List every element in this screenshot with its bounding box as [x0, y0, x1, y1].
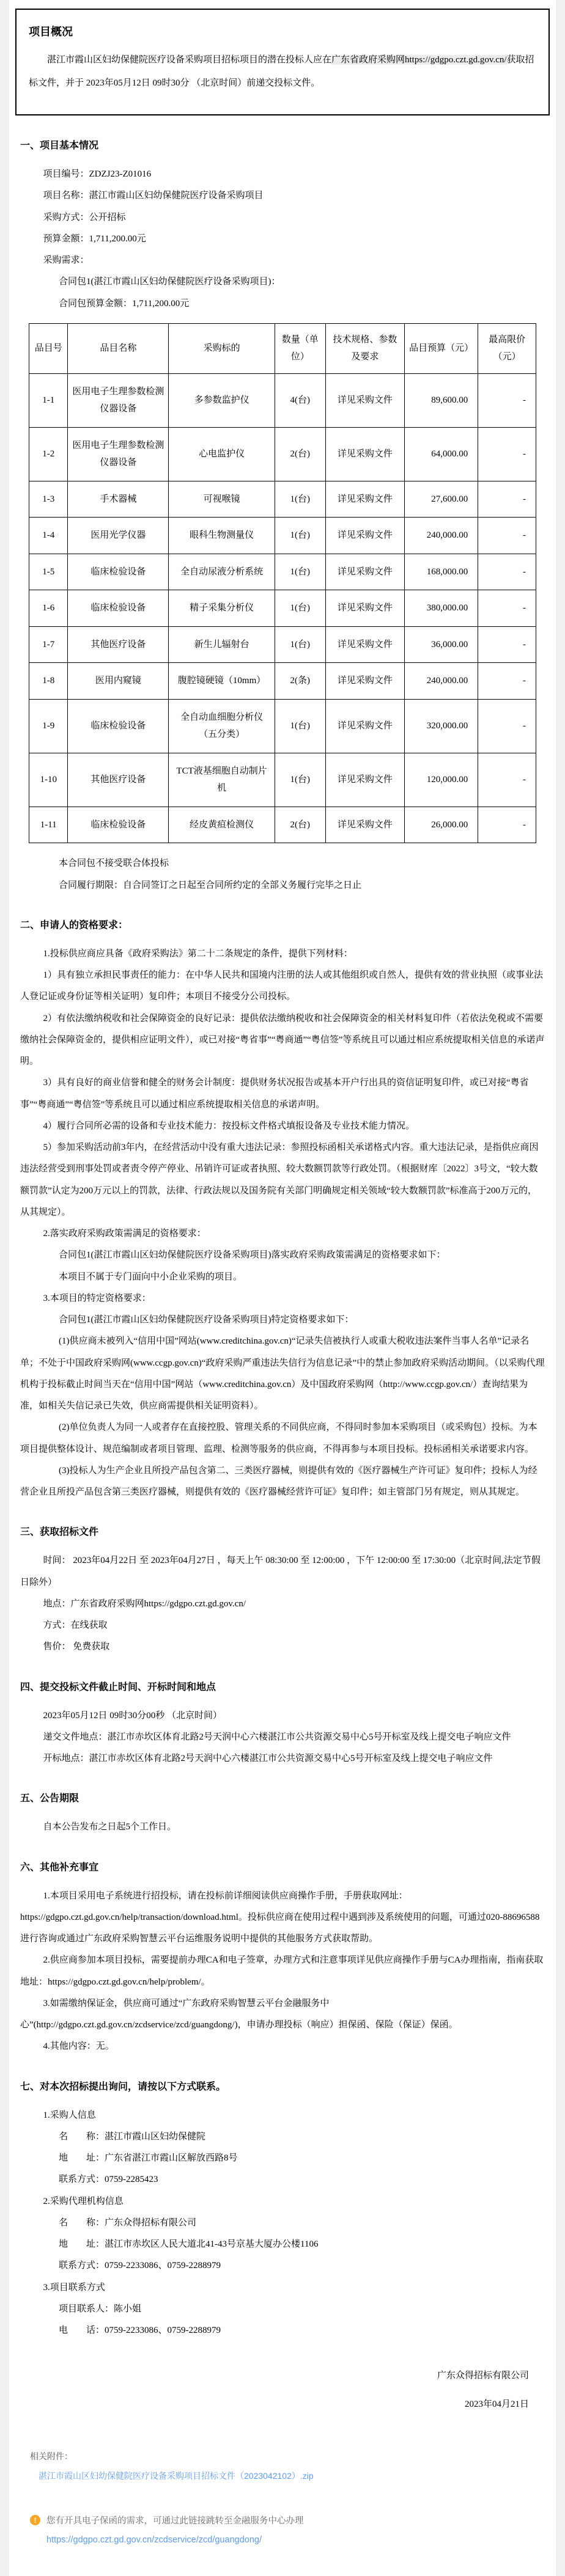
cell-budget: 89,600.00 [405, 373, 478, 427]
table-row [29, 554, 536, 590]
qualification-paragraph [20, 1137, 545, 1223]
other-matter-paragraph [20, 1886, 545, 1950]
qualification-text: 4）履行合同所必需的设备和专业技术能力：按投标文件格式填报设备及专业技术能力情况。 [43, 1121, 415, 1131]
cell-budget: 27,600.00 [405, 481, 478, 518]
attachments-label: 相关附件： [30, 2451, 73, 2462]
column-header: 采购标的 [169, 323, 275, 373]
qualification-paragraph [20, 1460, 545, 1504]
info-line [20, 250, 545, 271]
cell-price-cap: - [478, 590, 536, 627]
cell-item-name: 临床检验设备 [68, 699, 169, 753]
cell-procurement-target: 眼科生物测量仪 [169, 518, 275, 554]
qualification-paragraph [20, 965, 545, 1008]
section2-paragraphs [14, 943, 551, 1504]
contact-text: 联系方式：0759-2285423 [59, 2175, 158, 2185]
cell-item-no: 1-2 [29, 427, 68, 481]
section-basic-info [14, 137, 551, 896]
cell-budget: 120,000.00 [405, 753, 478, 807]
qualification-text: 5）参加采购活动前3年内，在经营活动中没有重大违法记录：参照投标函相关承诺格式内容。重大违法记录，是指供应商因违法经营受到刑事处罚或者责令停产停业、吊销许可证或者执照、较大数额罚款等行政处罚。（根据财库〔2022〕3号文，“较大数额罚款”认定为200万元以上的罚款，法律、行政法规以及国务院有关部门明确规定相关领域“较大数额罚款”标准高于200万元的，从其规定）。 [20, 1143, 539, 1217]
obtain-docs-line [20, 1636, 545, 1658]
cell-tech-spec: 详见采购文件 [325, 518, 404, 554]
info-line-text: 采购方式：公开招标 [43, 212, 126, 222]
qualification-text: 合同包1(湛江市霞山区妇幼保健院医疗设备采购项目)特定资格要求如下： [59, 1315, 354, 1325]
attachments-section [14, 2429, 551, 2482]
info-line-text: 项目编号：ZDZJ23-Z01016 [43, 169, 152, 179]
attachment-file-link[interactable]: 湛江市霞山区妇幼保健院医疗设备采购项目招标文件（2023042102）.zip [39, 2471, 314, 2481]
table-row [29, 518, 536, 554]
cell-tech-spec: 详见采购文件 [325, 481, 404, 518]
contact-text: 电 话：0759-2233086、0759-2288979 [59, 2325, 221, 2335]
contact-line [20, 2277, 545, 2299]
cell-price-cap: - [478, 807, 536, 843]
cell-procurement-target: 腹腔镜硬镜（10mm） [169, 663, 275, 700]
signature-company: 广东众得招标有限公司 [437, 2371, 529, 2381]
contact-text: 地 址：湛江市赤坎区人民大道北41-43号京基大厦办公楼1106 [59, 2239, 319, 2249]
section7-heading: 七、对本次招标提出询问，请按以下方式联系。 [20, 2081, 226, 2092]
cell-price-cap: - [478, 518, 536, 554]
cell-item-name: 医用电子生理参数检测仪器设备 [68, 427, 169, 481]
cell-budget: 380,000.00 [405, 590, 478, 627]
section3-heading: 三、获取招标文件 [20, 1527, 99, 1538]
table-row [29, 753, 536, 807]
contact-text: 3.项目联系方式 [43, 2282, 105, 2292]
section-other-matters [14, 1859, 551, 2058]
period-line [20, 1817, 545, 1838]
other-matter-paragraph [20, 1993, 545, 2036]
contract-note-text: 本合同包不接受联合体投标 [59, 858, 169, 869]
qualification-paragraph [20, 1008, 545, 1073]
cell-item-no: 1-5 [29, 554, 68, 590]
table-row [29, 699, 536, 753]
cell-price-cap: - [478, 554, 536, 590]
qualification-paragraph [20, 1267, 545, 1288]
cell-tech-spec: 详见采购文件 [325, 663, 404, 700]
contact-text: 名 称：湛江市霞山区妇幼保健院 [59, 2131, 206, 2142]
items-table [29, 323, 536, 844]
obtain-docs-line [20, 1550, 545, 1594]
cell-price-cap: - [478, 699, 536, 753]
qualification-paragraph [20, 1309, 545, 1331]
cell-procurement-target: 新生儿辐射台 [169, 626, 275, 663]
cell-budget: 36,000.00 [405, 626, 478, 663]
cell-item-no: 1-8 [29, 663, 68, 700]
other-matter-text: 1.本项目采用电子系统进行招投标，请在投标前详细阅读供应商操作手册，手册获取网址：https://gdgpo.czt.gd.gov.cn/help/transaction/download.html。投标供应商在使用过程中遇到涉及系统使用的问题，可通过020-88696588 进行咨询或通过广东政府采购智慧云平台运维服务说明中提供的其他服务方式获取帮助。 [20, 1890, 540, 1944]
guarantee-notice [14, 2482, 551, 2558]
signature-date: 2023年04月21日 [464, 2399, 529, 2410]
warning-icon: ! [30, 2515, 40, 2525]
period-text: 自本公告发布之日起5个工作日。 [43, 1822, 177, 1832]
section2-heading: 二、申请人的资格要求： [20, 920, 128, 931]
section3-paragraphs [14, 1550, 551, 1658]
cell-price-cap: - [478, 481, 536, 518]
section6-paragraphs [14, 1886, 551, 2058]
info-line-text: 合同包1(湛江市霞山区妇幼保健院医疗设备采购项目)： [59, 277, 281, 287]
overview-text-before: 湛江市霞山区妇幼保健院医疗设备采购项目招标项目的潜在投标人应在 [47, 55, 332, 65]
info-line-text: 合同包预算金额：1,711,200.00元 [59, 298, 190, 309]
qualification-paragraph [20, 1245, 545, 1266]
cell-item-no: 1-10 [29, 753, 68, 807]
contact-line [20, 2191, 545, 2212]
cell-item-name: 临床检验设备 [68, 590, 169, 627]
qualification-text: 合同包1(湛江市霞山区妇幼保健院医疗设备采购项目)落实政府采购政策需满足的资格要求如下： [59, 1250, 446, 1261]
contact-line [20, 2169, 545, 2190]
qualification-text: 3）具有良好的商业信誉和健全的财务会计制度：提供财务状况报告或基本开户行出具的资信证明复印件，或已对接“粤省事”“粤商通”“粤信签”等系统且可以通过相应系统提取相关信息的承诺声明。 [20, 1078, 529, 1110]
cell-quantity: 1(台) [275, 590, 325, 627]
contact-text: 项目联系人：陈小姐 [59, 2303, 142, 2314]
other-matter-text: 4.其他内容：无。 [43, 2041, 114, 2052]
table-row [29, 373, 536, 427]
deadline-line [20, 1748, 545, 1769]
section-applicant-qualifications [14, 917, 551, 1504]
contract-note-line [20, 875, 545, 896]
section1-after-lines [14, 853, 551, 896]
obtain-docs-text: 时间： 2023年04月22日 至 2023年04月27日 ，每天上午 08:30:00 至 12:00:00 ，下午 12:00:00 至 17:30:00（北京时间,法定节假日除外） [20, 1556, 541, 1587]
cell-item-no: 1-7 [29, 626, 68, 663]
info-line [20, 185, 545, 207]
cell-procurement-target: TCT液基细胞自动制片机 [169, 753, 275, 807]
cell-procurement-target: 心电监护仪 [169, 427, 275, 481]
contact-line [20, 2299, 545, 2320]
obtain-docs-line [20, 1615, 545, 1636]
cell-procurement-target: 精子采集分析仪 [169, 590, 275, 627]
qualification-paragraph [20, 1417, 545, 1460]
table-row [29, 590, 536, 627]
cell-quantity: 2(条) [275, 663, 325, 700]
financial-service-center-link[interactable]: https://gdgpo.czt.gd.gov.cn/zcdservice/zcd/guangdong/ [46, 2535, 262, 2545]
section-bid-deadline [14, 1679, 551, 1770]
overview-title: 项目概况 [29, 26, 73, 38]
table-row [29, 481, 536, 518]
contact-text: 联系方式：0759-2233086、0759-2288979 [59, 2261, 221, 2271]
contact-line [20, 2234, 545, 2255]
cell-quantity: 1(台) [275, 554, 325, 590]
other-matter-paragraph [20, 2036, 545, 2057]
cell-tech-spec: 详见采购文件 [325, 699, 404, 753]
overview-procurement-site-text: 广东省政府采购网https://gdgpo.czt.gd.gov.cn/ [331, 55, 507, 65]
cell-budget: 26,000.00 [405, 807, 478, 843]
deadline-line [20, 1705, 545, 1727]
notice-row [30, 2514, 535, 2527]
cell-price-cap: - [478, 663, 536, 700]
section1-heading: 一、项目基本情况 [20, 141, 99, 151]
obtain-docs-text: 方式：在线获取 [43, 1620, 108, 1630]
cell-item-name: 医用光学仪器 [68, 518, 169, 554]
obtain-docs-text: 地点：广东省政府采购网https://gdgpo.czt.gd.gov.cn/ [43, 1598, 246, 1609]
contact-line [20, 2105, 545, 2126]
section4-paragraphs [14, 1705, 551, 1770]
section-contact-info [14, 2079, 551, 2342]
cell-item-name: 其他医疗设备 [68, 626, 169, 663]
cell-tech-spec: 详见采购文件 [325, 554, 404, 590]
cell-price-cap: - [478, 373, 536, 427]
column-header: 数量（单位） [275, 323, 325, 373]
cell-budget: 240,000.00 [405, 518, 478, 554]
contact-line [20, 2148, 545, 2169]
project-overview-box [15, 9, 550, 115]
notice-text: 您有开具电子保函的需求，可通过此链接跳转至金融服务中心办理 [46, 2516, 304, 2527]
info-line-text: 采购需求： [43, 255, 89, 265]
qualification-paragraph [20, 1288, 545, 1309]
contact-line [20, 2255, 545, 2277]
column-header: 最高限价（元） [478, 323, 536, 373]
table-row [29, 427, 536, 481]
cell-item-no: 1-1 [29, 373, 68, 427]
cell-quantity: 1(台) [275, 626, 325, 663]
section4-heading: 四、提交投标文件截止时间、开标时间和地点 [20, 1681, 216, 1692]
qualification-text: 本项目不属于专门面向中小企业采购的项目。 [59, 1272, 243, 1282]
qualification-text: 3.本项目的特定资格要求： [43, 1293, 151, 1303]
contract-note-text: 合同履行期限：自合同签订之日起至合同所约定的全部义务履行完毕之日止 [59, 880, 362, 890]
cell-budget: 64,000.00 [405, 427, 478, 481]
qualification-paragraph [20, 1223, 545, 1245]
cell-quantity: 1(台) [275, 481, 325, 518]
obtain-docs-text: 售价： 免费获取 [43, 1642, 110, 1652]
cell-price-cap: - [478, 753, 536, 807]
contact-line [20, 2212, 545, 2234]
cell-item-no: 1-11 [29, 807, 68, 843]
table-row [29, 663, 536, 700]
contact-text: 1.采购人信息 [43, 2110, 96, 2120]
section-obtain-documents [14, 1524, 551, 1658]
cell-quantity: 2(台) [275, 807, 325, 843]
deadline-text: 开标地点：湛江市赤坎区体育北路2号天润中心六楼湛江市公共资源交易中心5号开标室及线上提交电子响应文件 [43, 1754, 493, 1763]
qualification-paragraph [20, 943, 545, 965]
deadline-line [20, 1727, 545, 1748]
cell-tech-spec: 详见采购文件 [325, 590, 404, 627]
info-line [20, 293, 545, 315]
section5-heading: 五、公告期限 [20, 1793, 79, 1804]
column-header: 技术规格、参数及要求 [325, 323, 404, 373]
section7-paragraphs [14, 2105, 551, 2342]
cell-price-cap: - [478, 427, 536, 481]
contact-line [20, 2126, 545, 2148]
cell-item-no: 1-6 [29, 590, 68, 627]
cell-budget: 320,000.00 [405, 699, 478, 753]
cell-quantity: 4(台) [275, 373, 325, 427]
items-table-head [29, 323, 536, 373]
qualification-text: (2)单位负责人为同一人或者存在直接控股、管理关系的不同供应商，不得同时参加本采购项目（或采购包）投标。为本项目提供整体设计、规范编制或者项目管理、监理、检测等服务的供应商，不得再参与本项目投标。投标函相关承诺要求内容。 [20, 1422, 537, 1454]
contact-line [20, 2320, 545, 2341]
info-line [20, 271, 545, 293]
cell-item-name: 医用内窥镜 [68, 663, 169, 700]
qualification-text: 1.投标供应商应具备《政府采购法》第二十二条规定的条件，提供下列材料： [43, 948, 353, 959]
column-header: 品目名称 [68, 323, 169, 373]
column-header: 品目预算（元） [405, 323, 478, 373]
other-matter-paragraph [20, 1950, 545, 1993]
cell-procurement-target: 多参数监护仪 [169, 373, 275, 427]
cell-quantity: 2(台) [275, 427, 325, 481]
cell-quantity: 1(台) [275, 699, 325, 753]
cell-item-no: 1-3 [29, 481, 68, 518]
cell-tech-spec: 详见采购文件 [325, 373, 404, 427]
contact-text: 地 址：广东省湛江市霞山区解放西路8号 [59, 2153, 238, 2163]
cell-tech-spec: 详见采购文件 [325, 626, 404, 663]
signature-block [14, 2368, 529, 2410]
contact-text: 2.采购代理机构信息 [43, 2196, 124, 2206]
section1-lines [14, 164, 551, 315]
cell-item-name: 临床检验设备 [68, 554, 169, 590]
cell-procurement-target: 可视喉镜 [169, 481, 275, 518]
cell-item-name: 临床检验设备 [68, 807, 169, 843]
info-line [20, 164, 545, 185]
table-row [29, 807, 536, 843]
cell-procurement-target: 全自动血细胞分析仪（五分类） [169, 699, 275, 753]
info-line [20, 207, 545, 229]
qualification-paragraph [20, 1331, 545, 1417]
info-line-text: 预算金额：1,711,200.00元 [43, 233, 146, 244]
qualification-paragraph [20, 1116, 545, 1137]
cell-budget: 240,000.00 [405, 663, 478, 700]
other-matter-text: 2.供应商参加本项目投标，需要提前办理CA和电子签章，办理方式和注意事项详见供应商操作手册与CA办理指南，指南获取地址：https://gdgpo.czt.gd.gov.cn/help/problem/。 [20, 1955, 544, 1987]
procurement-announcement-document [14, 9, 551, 2429]
cell-tech-spec: 详见采购文件 [325, 807, 404, 843]
cell-budget: 168,000.00 [405, 554, 478, 590]
qualification-text: 2）有依法缴纳税收和社会保障资金的良好记录：提供依法缴纳税收和社会保障资金的相关材料复印件（若依法免税或不需要缴纳社会保障资金的，提供相应证明文件），或已对接“粤省事”“粤商通”“粤信签”等系统且可以通过相应系统提取相关信息的承诺声明。 [20, 1013, 545, 1066]
contract-note-line [20, 853, 545, 874]
cell-quantity: 1(台) [275, 753, 325, 807]
section5-paragraphs [14, 1817, 551, 1838]
cell-procurement-target: 全自动尿液分析系统 [169, 554, 275, 590]
cell-item-name: 医用电子生理参数检测仪器设备 [68, 373, 169, 427]
cell-procurement-target: 经皮黄疸检测仪 [169, 807, 275, 843]
info-line [20, 229, 545, 250]
qualification-text: (1)供应商未被列入“信用中国”网站(www.creditchina.gov.cn)“记录失信被执行人或重大税收违法案件当事人名单”记录名单；不处于中国政府采购网(www.ccgp.gov.cn)“政府采购严重违法失信行为信息记录”中的禁止参加政府采购活动期间。（以采购代理机构于投标截止时间当天在“信用中国”网站（www.creditchina.gov.cn）及中国政府采购网（http://www.ccgp.gov.cn/）查询结果为准，如相关失信记录已失效，供应商需提供相关证明资料）。 [20, 1336, 545, 1411]
cell-price-cap: - [478, 626, 536, 663]
items-table-body [29, 373, 536, 843]
items-table-header-row [29, 323, 536, 373]
qualification-text: 1）具有独立承担民事责任的能力：在中华人民共和国境内注册的法人或其他组织或自然人，提供有效的营业执照（或事业法人登记证或身份证等相关证明）复印件；本项目不接受分公司投标。 [20, 970, 544, 1002]
column-header: 品目号 [29, 323, 68, 373]
qualification-text: (3)投标人为生产企业且所投产品包含第二、三类医疗器械，则提供有效的《医疗器械生产许可证》复印件；投标人为经营企业且所投产品包含第三类医疗器械，则提供有效的《医疗器械经营许可证》复印件；如主管部门另有规定，则从其规定。 [20, 1465, 537, 1497]
cell-quantity: 1(台) [275, 518, 325, 554]
section-announcement-period [14, 1790, 551, 1838]
section6-heading: 六、其他补充事宜 [20, 1862, 99, 1873]
announcement-sheet [9, 0, 556, 2576]
cell-item-name: 手术器械 [68, 481, 169, 518]
qualification-paragraph [20, 1072, 545, 1116]
info-line-text: 项目名称：湛江市霞山区妇幼保健院医疗设备采购项目 [43, 191, 264, 201]
deadline-text: 递交文件地点：湛江市赤坎区体育北路2号天润中心六楼湛江市公共资源交易中心5号开标室及线上提交电子响应文件 [43, 1732, 511, 1742]
cell-item-name: 其他医疗设备 [68, 753, 169, 807]
table-row [29, 626, 536, 663]
contact-text: 名 称：广东众得招标有限公司 [59, 2217, 197, 2228]
overview-paragraph [29, 49, 536, 95]
overview-text-after: 获取招标文件，并于 2023年05月12日 09时30分 （北京时间）前递交投标文件。 [29, 55, 534, 88]
deadline-text: 2023年05月12日 09时30分00秒 （北京时间） [43, 1710, 223, 1721]
qualification-text: 2.落实政府采购政策需满足的资格要求： [43, 1229, 206, 1239]
cell-tech-spec: 详见采购文件 [325, 753, 404, 807]
cell-item-no: 1-9 [29, 699, 68, 753]
cell-tech-spec: 详见采购文件 [325, 427, 404, 481]
cell-item-no: 1-4 [29, 518, 68, 554]
other-matter-text: 3.如需缴纳保证金，供应商可通过“广东政府采购智慧云平台金融服务中心”(http://gdgpo.czt.gd.gov.cn/zcdservice/zcd/guangdong/)，申请办理投标（响应）担保函、保险（保证）保函。 [20, 1998, 458, 2030]
obtain-docs-line [20, 1594, 545, 1615]
